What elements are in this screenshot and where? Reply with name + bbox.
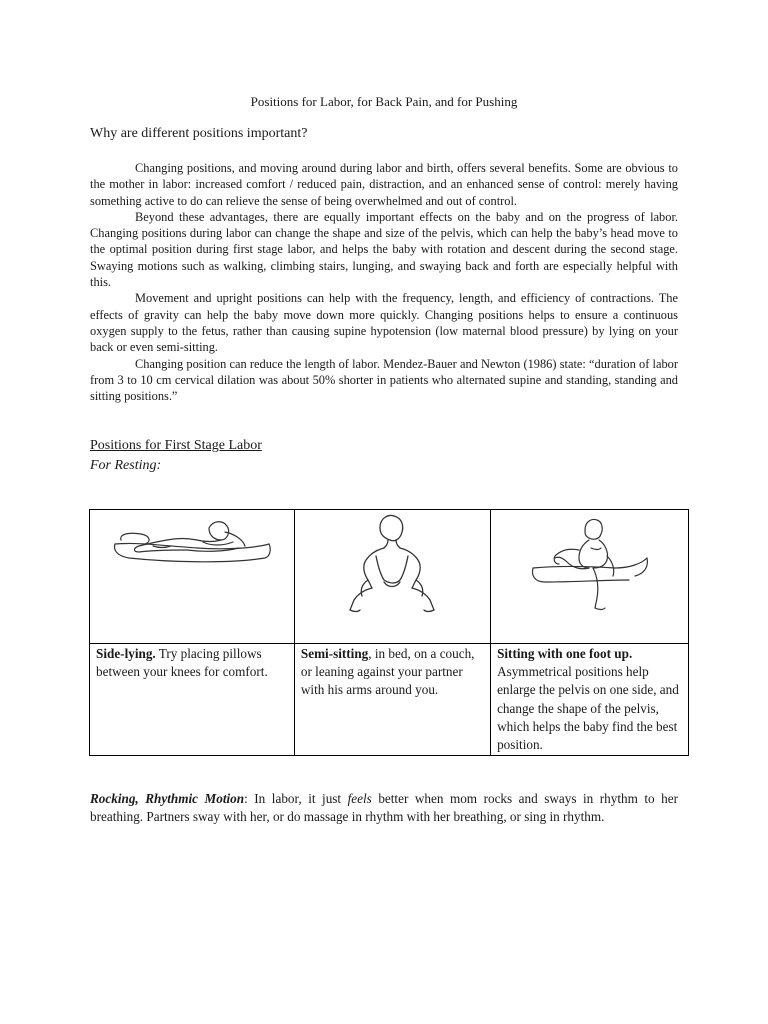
intro-body bbox=[90, 160, 678, 404]
position-title: Side-lying. bbox=[96, 646, 156, 661]
description-row bbox=[90, 644, 689, 756]
position-title: Semi-sitting bbox=[300, 646, 369, 661]
sub-heading: For Resting: bbox=[90, 458, 162, 473]
paragraph: Changing position can reduce the length of labor. Mendez-Bauer and Newton (1986) state: “duration of labor from 3 to 10 cm cervical dilation was about 50% shorter in patients who alternated supine and standing, standing and sitting positions.” bbox=[90, 356, 678, 404]
woman-sitting-one-foot-up-sketch bbox=[525, 510, 655, 620]
paragraph: Beyond these advantages, there are equally important effects on the baby and on the progress of labor. Changing positions during labor can change the shape and size of the pelvis, which can help the baby’s head move to the optimal position during first stage labor, and helps the baby with rotation and descent during the second stage. Swaying motions such as walking, climbing stairs, lunging, and swaying back and forth are especially helpful with this. bbox=[90, 209, 678, 290]
woman-side-lying-sketch bbox=[107, 510, 277, 620]
illustration-row bbox=[90, 510, 689, 644]
question-heading: Why are different positions important? bbox=[90, 126, 308, 141]
rocking-paragraph bbox=[90, 790, 678, 826]
position-title: Sitting with one foot up. bbox=[497, 646, 633, 661]
position-text: Try placing pillows between your knees for comfort. bbox=[96, 646, 268, 680]
position-description bbox=[491, 644, 689, 756]
illustration-cell bbox=[491, 510, 689, 644]
positions-table bbox=[89, 509, 689, 756]
paragraph: Movement and upright positions can help with the frequency, length, and efficiency of contractions. The effects of gravity can help the baby move down more quickly. Changing positions helps to ensure a continuous oxygen supply to the fetus, rather than causing supine hypotension (low maternal blood pressure) by lying on your back or even semi-sitting. bbox=[90, 291, 678, 355]
position-text: , in bed, on a couch, or leaning against your partner with his arms around you. bbox=[300, 646, 475, 698]
woman-semi-sitting-sketch bbox=[332, 510, 452, 620]
position-description bbox=[90, 644, 295, 756]
rocking-text: better when mom rocks and sways in rhythm to her breathing. Partners sway with her, or do massage in rhythm with her breathing, or sing in rhythm. bbox=[90, 791, 678, 825]
page-title: Positions for Labor, for Back Pain, and for Pushing bbox=[250, 94, 518, 109]
rocking-text: : In labor, it just bbox=[244, 791, 348, 806]
rocking-lead: Rocking, Rhythmic Motion bbox=[90, 791, 245, 806]
position-text: Asymmetrical positions help enlarge the pelvis on one side, and change the shape of the pelvis, which helps the baby find the best position. bbox=[497, 664, 679, 753]
paragraph: Changing positions, and moving around during labor and birth, offers several benefits. Some are obvious to the mother in labor: increased comfort / reduced pain, distraction, and an enhanced sense of control: merely having something active to do can relieve the sense of being overwhelmed and out of control. bbox=[90, 161, 678, 208]
illustration-cell bbox=[90, 510, 295, 644]
position-description bbox=[294, 644, 490, 756]
rocking-emphasis: feels bbox=[347, 791, 372, 806]
section-heading: Positions for First Stage Labor bbox=[90, 438, 262, 453]
illustration-cell bbox=[294, 510, 490, 644]
